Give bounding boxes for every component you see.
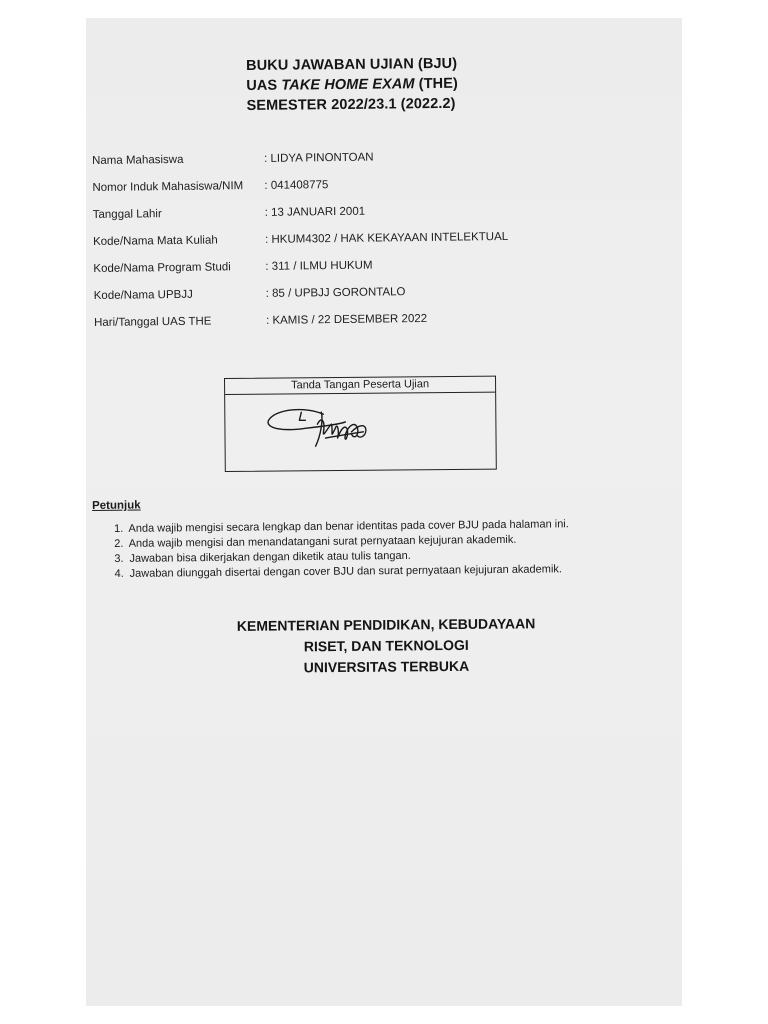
identity-label: Kode/Nama Mata Kuliah <box>92 234 218 248</box>
identity-value: : LIDYA PINONTOAN <box>264 152 374 165</box>
identity-label: Nomor Induk Mahasiswa/NIM <box>92 180 244 194</box>
identity-value: : 13 JANUARI 2001 <box>265 206 365 219</box>
scanned-page <box>86 18 682 1006</box>
title-line-3: SEMESTER 2022/23.1 (2022.2) <box>246 95 456 114</box>
title-line-2: UAS TAKE HOME EXAM (THE) <box>246 75 458 94</box>
identity-value: : 311 / ILMU HUKUM <box>265 260 372 273</box>
signature-box <box>224 376 497 472</box>
instructions-heading: Petunjuk <box>92 499 141 512</box>
signature-heading: Tanda Tangan Peserta Ujian <box>225 377 495 395</box>
institution-footer <box>226 613 547 679</box>
list-item: 3. Jawaban bisa dikerjakan dengan diketik atau tulis tangan. <box>114 549 411 565</box>
instructions-list <box>114 516 655 582</box>
footer-line-3: UNIVERSITAS TERBUKA <box>303 657 470 676</box>
identity-value: : 85 / UPBJJ GORONTALO <box>266 286 406 300</box>
identity-label: Nama Mahasiswa <box>92 153 184 167</box>
identity-label: Kode/Nama Program Studi <box>93 261 231 275</box>
title-line-1: BUKU JAWABAN UJIAN (BJU) <box>246 55 458 74</box>
document-title <box>246 54 458 116</box>
identity-row <box>94 312 514 344</box>
identity-value: : HKUM4302 / HAK KEKAYAAN INTELEKTUAL <box>265 231 508 246</box>
list-item: 2. Anda wajib mengisi dan menandatangani surat pernyataan kejujuran akademik. <box>114 533 517 550</box>
handwritten-signature <box>265 398 385 453</box>
list-item: 1. Anda wajib mengisi secara lengkap dan benar identitas pada cover BJU pada halaman ini. <box>114 518 569 535</box>
footer-line-2: RISET, DAN TEKNOLOGI <box>303 636 469 655</box>
identity-value: : KAMIS / 22 DESEMBER 2022 <box>266 313 427 327</box>
identity-label: Kode/Nama UPBJJ <box>93 288 193 302</box>
student-identity-table <box>92 150 514 344</box>
footer-line-1: KEMENTERIAN PENDIDIKAN, KEBUDAYAAN <box>236 615 536 634</box>
list-item: 4. Jawaban diunggah disertai dengan cover BJU dan surat pernyataan kejujuran akademik. <box>114 563 562 580</box>
identity-label: Hari/Tanggal UAS THE <box>93 315 212 329</box>
identity-label: Tanggal Lahir <box>92 208 162 221</box>
identity-value: : 041408775 <box>264 179 328 192</box>
